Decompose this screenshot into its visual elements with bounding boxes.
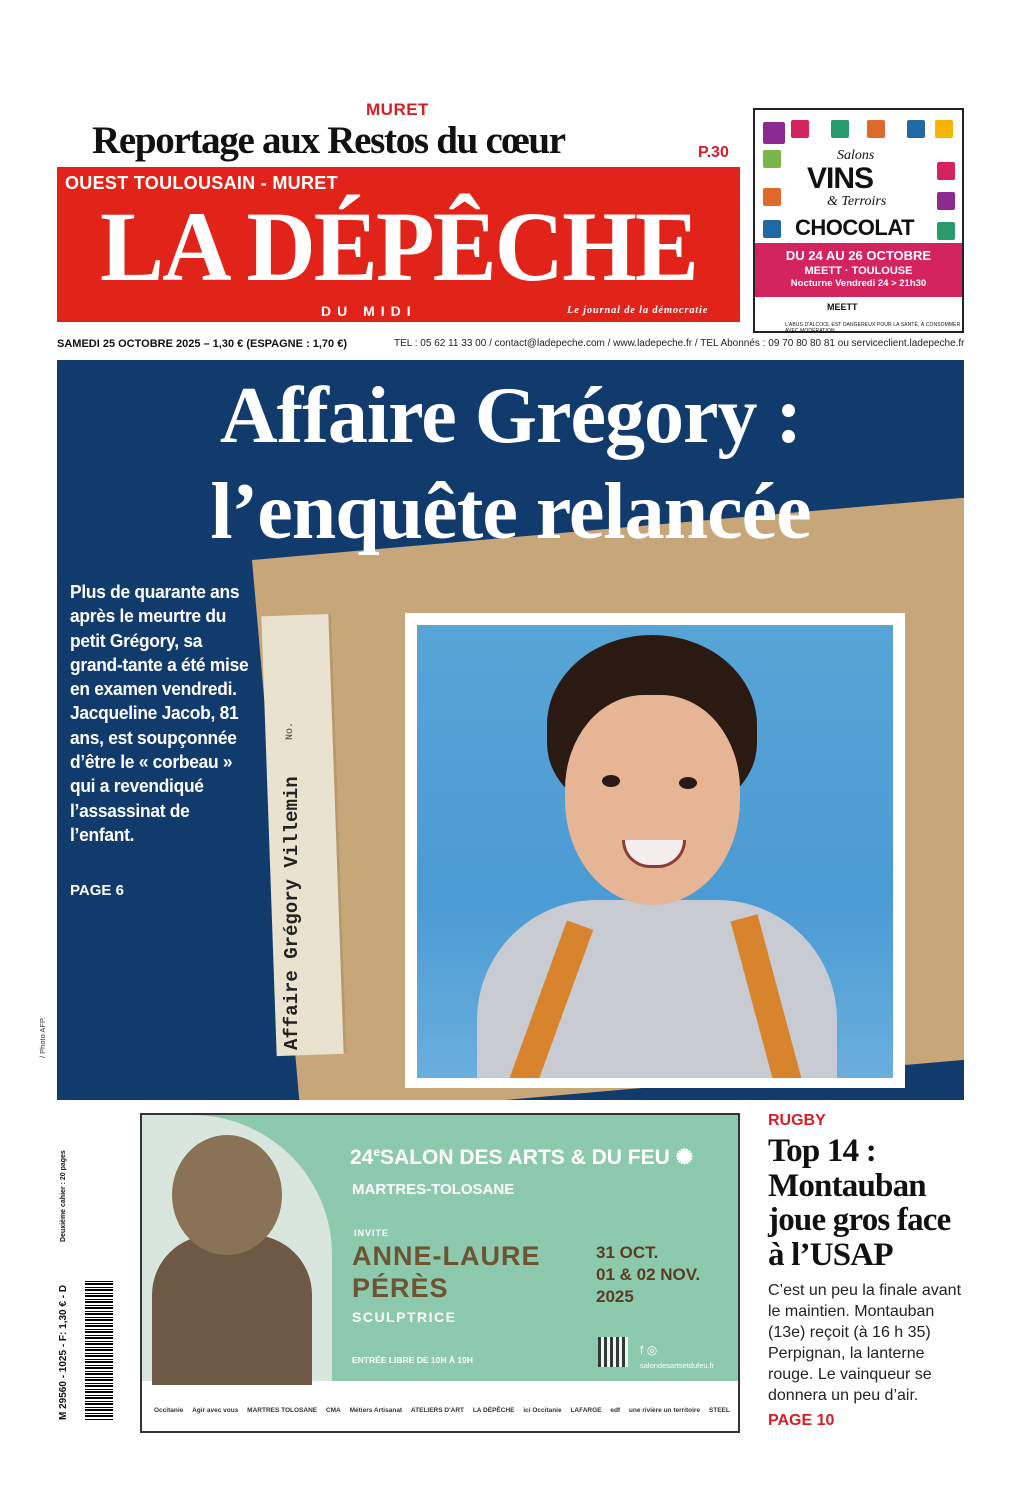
wine-glass-icon bbox=[763, 122, 785, 144]
main-lead-text: Plus de quarante ans après le meurtre du petit Grégory, sa grand-tante a été mise en examen vendredi. Jacqueline Jacob, 81 ans, est soupçonnée d’être le « corbeau » qui a revendiqué l’assassinat de l’enfant. bbox=[70, 581, 249, 845]
ad-arts-invite: INVITE bbox=[354, 1228, 390, 1238]
sculpture-body bbox=[152, 1235, 312, 1385]
ad-arts-role: SCULPTRICE bbox=[352, 1309, 457, 1325]
ad-arts-website[interactable]: salondesartsetdufeu.fr bbox=[640, 1361, 715, 1370]
ad-salons-nocturne: Nocturne Vendredi 24 > 21h30 bbox=[790, 278, 927, 289]
ad-salons-dates: DU 24 AU 26 OCTOBRE bbox=[785, 248, 932, 263]
ad-arts-entry: ENTRÉE LIBRE DE 10H À 19H bbox=[352, 1355, 473, 1365]
sponsor-logo: CMA bbox=[325, 1406, 341, 1414]
rugby-kicker: RUGBY bbox=[768, 1112, 826, 1129]
bell-pepper-icon bbox=[937, 162, 955, 180]
facebook-icon[interactable]: f bbox=[640, 1343, 644, 1357]
ad-salons-legal: L'ABUS D'ALCOOL EST DANGEREUX POUR LA SANTÉ, À CONSOMMER AVEC MODÉRATION bbox=[785, 322, 961, 334]
ad-salon-arts-feu[interactable] bbox=[140, 1113, 740, 1433]
issue-date: SAMEDI 25 OCTOBRE 2025 – 1,30 € (ESPAGNE : 1,70 €) bbox=[57, 338, 347, 350]
ad-arts-dates bbox=[596, 1242, 700, 1308]
leaf-icon bbox=[763, 150, 781, 168]
chocolate-bar-icon bbox=[763, 188, 781, 206]
ad-salons-sponsor-logo: MEETT bbox=[827, 302, 858, 312]
ad-salons-venue: MEETT · TOULOUSE bbox=[804, 265, 913, 277]
ad-salons-line3: & Terroirs bbox=[827, 194, 887, 209]
rugby-body-text: C’est un peu la finale avant le maintien. Montauban (13e) reçoit (à 16 h 35) Perpignan, la lanterne rouge. Le vainqueur se donnera un peu d’air. bbox=[768, 1282, 962, 1404]
main-page-ref: PAGE 6 bbox=[70, 882, 124, 899]
teaser-headline[interactable]: Reportage aux Restos du cœur bbox=[92, 119, 565, 162]
knife-icon bbox=[867, 120, 885, 138]
ad-arts-date3: 2025 bbox=[596, 1287, 634, 1306]
teaser-kicker: MURET bbox=[366, 100, 429, 119]
cheese-icon bbox=[831, 120, 849, 138]
photo-credit: / Photo AFP. bbox=[38, 1016, 47, 1058]
rugby-page-ref: PAGE 10 bbox=[768, 1412, 835, 1429]
masthead bbox=[57, 167, 740, 322]
barcode-number: M 29560 - 1025 - F: 1,30 € - D bbox=[58, 1284, 69, 1420]
sponsor-logo: ici Occitanie bbox=[523, 1406, 562, 1414]
photo-eye-right bbox=[679, 777, 697, 789]
folder-number-label: No. bbox=[285, 721, 296, 740]
main-headline[interactable] bbox=[57, 368, 964, 560]
ad-arts-edition-suffix: e bbox=[373, 1145, 381, 1159]
photo-eye-left bbox=[602, 775, 620, 787]
sponsor-logo: LA DÉPÊCHE bbox=[472, 1406, 515, 1414]
ad-salons-vins-chocolat[interactable] bbox=[753, 108, 964, 333]
sponsor-logo: Métiers Artisanat bbox=[349, 1406, 403, 1414]
contact-info: TEL : 05 62 11 33 00 / contact@ladepeche.com / www.ladepeche.fr / TEL Abonnés : 09 70 80 80 81 ou serviceclient.ladepeche.fr bbox=[394, 338, 965, 349]
ad-arts-title-text: SALON DES ARTS & DU FEU bbox=[380, 1146, 670, 1169]
sculpture-head bbox=[172, 1135, 282, 1255]
main-headline-line2: l’enquête relancée bbox=[210, 468, 811, 556]
grapes-icon bbox=[937, 222, 955, 240]
barrel-icon bbox=[937, 192, 955, 210]
photo-frame bbox=[405, 613, 905, 1088]
ad-arts-location: MARTRES-TOLOSANE bbox=[352, 1181, 515, 1198]
corkscrew-icon bbox=[907, 120, 925, 138]
logo-subtitle: DU MIDI bbox=[321, 303, 417, 319]
main-headline-line1: Affaire Grégory : bbox=[219, 372, 802, 460]
newspaper-logo: LA DÉPÊCHE bbox=[100, 191, 697, 302]
section-note: Deuxième cahier : 20 pages bbox=[60, 1150, 67, 1242]
child-portrait-photo bbox=[417, 625, 893, 1078]
qr-code-icon[interactable] bbox=[598, 1337, 628, 1367]
barcode bbox=[85, 1280, 113, 1420]
ad-salons-line2: VINS bbox=[807, 162, 874, 195]
sponsor-logo: STEEL bbox=[708, 1406, 730, 1414]
rugby-headline[interactable]: Top 14 : Montauban joue gros face à l’USAP bbox=[768, 1133, 951, 1273]
ad-salons-info-bar bbox=[755, 243, 962, 297]
newspaper-motto: Le journal de la démocratie bbox=[567, 305, 709, 316]
fire-logo-icon: ✺ bbox=[675, 1146, 694, 1169]
edition-label: OUEST TOULOUSAIN - MURET bbox=[65, 173, 338, 193]
instagram-icon[interactable]: ◎ bbox=[646, 1343, 658, 1357]
teaser-page-ref: P.30 bbox=[698, 144, 729, 161]
bottle-blue-icon bbox=[763, 220, 781, 238]
photo-face bbox=[565, 695, 740, 905]
sponsor-logo: Occitanie bbox=[154, 1406, 184, 1414]
sponsor-logo: une rivière un territoire bbox=[628, 1406, 701, 1414]
ad-salons-line1: Salons bbox=[837, 148, 875, 163]
sponsor-logo: LAFARGE bbox=[570, 1406, 602, 1414]
sponsor-logo: MARTRES TOLOSANE bbox=[247, 1406, 318, 1414]
ad-arts-date1: 31 OCT. bbox=[596, 1243, 659, 1262]
bottle-icon bbox=[791, 120, 809, 138]
ad-arts-date2: 01 & 02 NOV. bbox=[596, 1265, 701, 1284]
ad-arts-title bbox=[350, 1145, 693, 1170]
ad-arts-artist-last: PÉRÈS bbox=[352, 1273, 449, 1303]
glass-icon bbox=[935, 120, 953, 138]
main-story-panel[interactable] bbox=[57, 360, 964, 1100]
sponsor-logos bbox=[154, 1393, 730, 1427]
ad-salons-line4: CHOCOLAT bbox=[795, 215, 915, 240]
sponsor-logo: edf bbox=[610, 1406, 621, 1414]
ad-arts-edition: 24 bbox=[350, 1146, 374, 1169]
ad-arts-artist-first: ANNE-LAURE bbox=[352, 1241, 541, 1271]
sponsor-logo: ATELIERS D'ART bbox=[410, 1406, 464, 1414]
social-icons[interactable] bbox=[640, 1343, 657, 1357]
sponsor-logo: Agir avec vous bbox=[192, 1406, 239, 1414]
folder-label: Affaire Grégory Villemin bbox=[281, 776, 303, 1050]
